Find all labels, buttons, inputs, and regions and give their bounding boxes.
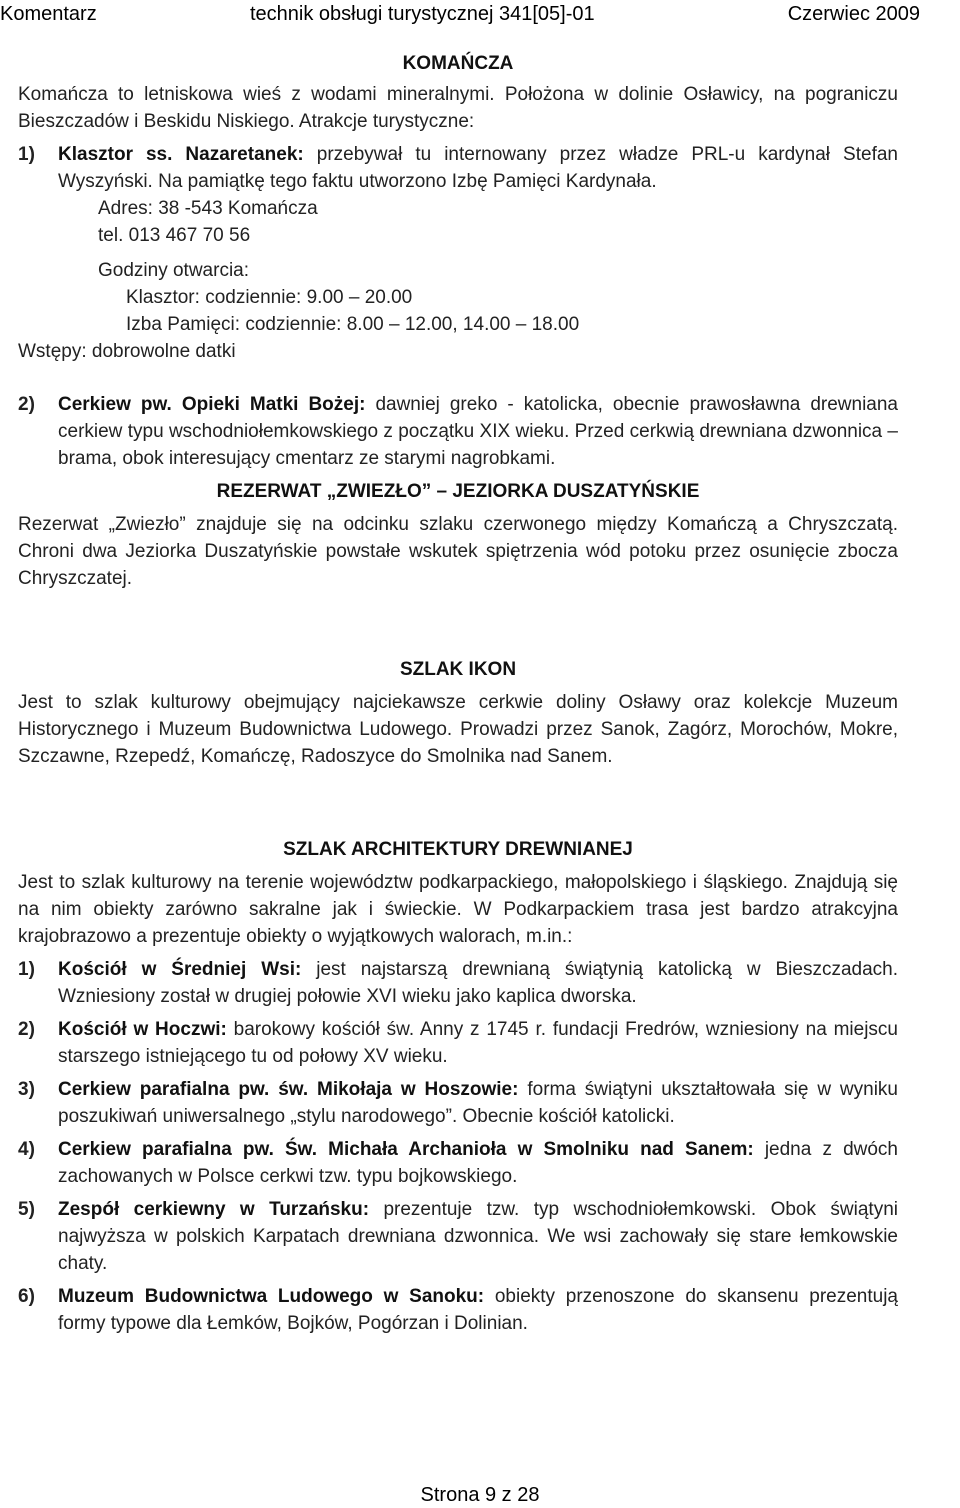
list-item	[18, 1196, 898, 1277]
item-heading: Cerkiew parafialna pw. św. Mikołaja w Hoszowie:	[58, 1079, 519, 1100]
monastery-phone: tel. 013 467 70 56	[98, 225, 251, 246]
item-text: barokowy kościół św. Anny z 1745 r. fundacji Fredrów, wzniesiony na miejscu starszego istniejącego tu od połowy XV wieku.	[58, 1019, 898, 1067]
list-item	[18, 1016, 898, 1070]
szlak-architektury-intro: Jest to szlak kulturowy na terenie województw podkarpackiego, małopolskiego i śląskiego. Znajdują się na nim obiekty zarówno sakralne jak i świeckie. W Podkarpackiem trasa jest bardzo atrakcyjna krajobrazowo a prezentuje obiekty o wyjątkowych walorach, m.in.:	[18, 872, 898, 947]
item-heading: Kościół w Hoczwi:	[58, 1019, 227, 1040]
item-heading: Muzeum Budownictwa Ludowego w Sanoku:	[58, 1286, 485, 1307]
list-item	[18, 1283, 898, 1337]
item-heading: Klasztor ss. Nazaretanek:	[58, 144, 304, 165]
item-text: obiekty przenoszone do skansenu prezentują formy typowe dla Łemków, Bojków, Pogórzan i Dolinian.	[58, 1286, 898, 1334]
list-item	[18, 141, 898, 195]
page-number: Strona 9 z 28	[420, 1484, 540, 1506]
section-title-szlak-architektury: SZLAK ARCHITEKTURY DREWNIANEJ	[283, 839, 633, 860]
list-item	[18, 1076, 898, 1130]
list-item	[18, 956, 898, 1010]
list-item	[18, 1136, 898, 1190]
item-number: 1)	[18, 144, 35, 165]
komancza-list-2	[18, 391, 898, 472]
opening-hours-memorial-room: Izba Pamięci: codziennie: 8.00 – 12.00, 14.00 – 18.00	[126, 314, 580, 335]
header-document-type: Komentarz	[0, 3, 97, 25]
header-date: Czerwiec 2009	[787, 3, 920, 25]
item-heading: Zespół cerkiewny w Turzańsku:	[58, 1199, 370, 1220]
list-item	[18, 391, 898, 472]
item-number: 1)	[18, 959, 35, 980]
szlak-ikon-text: Jest to szlak kulturowy obejmujący najciekawsze cerkwie doliny Osławy oraz kolekcje Muzeum Historycznego i Muzeum Budownictwa Ludowego. Prowadzi przez Sanok, Zagórz, Morochów, Mokre, Szczawne, Rzepedź, Komańczę, Radoszyce do Smolnika nad Sanem.	[18, 692, 898, 767]
item-number: 5)	[18, 1199, 35, 1220]
entry-fee: Wstępy: dobrowolne datki	[18, 341, 236, 362]
item-heading: Cerkiew parafialna pw. Św. Michała Archanioła w Smolniku nad Sanem:	[58, 1139, 754, 1160]
item-number: 2)	[18, 394, 35, 415]
opening-hours-monastery: Klasztor: codziennie: 9.00 – 20.00	[126, 287, 413, 308]
item-number: 6)	[18, 1286, 35, 1307]
item-heading: Cerkiew pw. Opieki Matki Bożej:	[58, 394, 366, 415]
komancza-list	[18, 141, 898, 195]
page-content	[18, 50, 898, 1337]
item-text: jest najstarszą drewnianą świątynią katolicką w Bieszczadach. Wzniesiony został w drugiej połowie XVI wieku jako kaplica dworska.	[58, 959, 898, 1007]
item-number: 3)	[18, 1079, 35, 1100]
item-number: 2)	[18, 1019, 35, 1040]
item-number: 4)	[18, 1139, 35, 1160]
rezerwat-text: Rezerwat „Zwiezło” znajduje się na odcinku szlaku czerwonego między Komańczą a Chryszczatą. Chroni dwa Jeziorka Duszatyńskie powstałe wskutek spiętrzenia wód potoku przez osunięcie zbocza Chryszczatej.	[18, 514, 898, 589]
item-text: forma świątyni ukształtowała się w wyniku poszukiwań uniwersalnego „stylu narodowego”. Obecnie kościół katolicki.	[58, 1079, 898, 1127]
komancza-intro: Komańcza to letniskowa wieś z wodami mineralnymi. Położona w dolinie Osławicy, na pograniczu Bieszczadów i Beskidu Niskiego. Atrakcje turystyczne:	[18, 84, 898, 132]
section-title-rezerwat: REZERWAT „ZWIEZŁO” – JEZIORKA DUSZATYŃSKIE	[216, 481, 700, 502]
page-header	[0, 0, 960, 30]
item-text: przebywał tu internowany przez władze PRL-u kardynał Stefan Wyszyński. Na pamiątkę tego faktu utworzono Izbę Pamięci Kardynała.	[58, 144, 898, 192]
item-text: dawniej greko - katolicka, obecnie prawosławna drewniana cerkiew typu wschodniołemkowskiego z początku XIX wieku. Przed cerkwią drewniana dzwonnica – brama, obok interesujący cmentarz ze starymi nagrobkami.	[58, 394, 899, 469]
monastery-address: Adres: 38 -543 Komańcza	[98, 198, 318, 219]
header-exam-name: technik obsługi turystycznej 341[05]-01	[250, 3, 595, 25]
section-title-szlak-ikon: SZLAK IKON	[399, 659, 517, 680]
item-text: jedna z dwóch zachowanych w Polsce cerkwi tzw. typu bojkowskiego.	[58, 1139, 898, 1187]
item-text: prezentuje tzw. typ wschodniołemkowski. Obok świątyni najwyższa w polskich Karpatach drewniana dzwonnica. We wsi zachowały się stare łemkowskie chaty.	[58, 1199, 898, 1274]
szlak-architektury-list	[18, 956, 898, 1337]
item-heading: Kościół w Średniej Wsi:	[58, 959, 302, 980]
opening-hours-label: Godziny otwarcia:	[98, 260, 250, 281]
section-title-komancza: KOMAŃCZA	[402, 53, 514, 74]
